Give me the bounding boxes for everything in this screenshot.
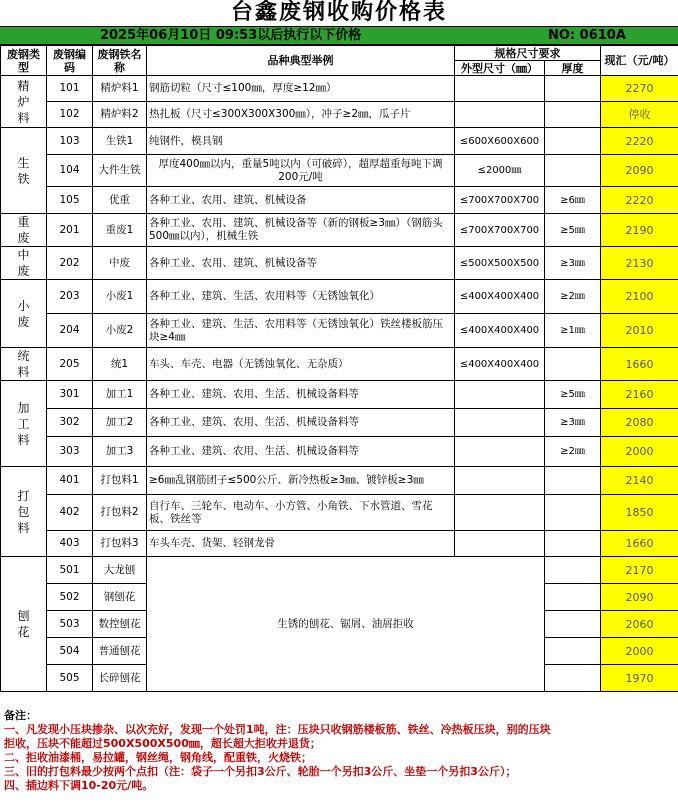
outer-size-cell [455, 381, 545, 409]
name-cell: 加工1 [93, 381, 147, 409]
shavings-example-cell: 生锈的刨花、锯屑、油屑拒收 [147, 557, 545, 692]
outer-size-cell [455, 102, 545, 128]
price-cell: 2270 [601, 76, 678, 102]
thickness-cell [545, 155, 601, 187]
code-cell: 501 [47, 557, 93, 584]
notes-section [0, 709, 678, 804]
code-cell: 104 [47, 155, 93, 187]
example-cell: 各种工业、农用、建筑、机械设备 [147, 187, 455, 214]
table-row [1, 102, 678, 128]
outer-size-cell: ≤500X500X500 [455, 247, 545, 280]
example-cell: 钢筋切粒（尺寸≤100㎜，厚度≥12㎜） [147, 76, 455, 102]
price-cell: 2080 [601, 409, 678, 437]
example-cell: 纯钢件，模具钢 [147, 128, 455, 155]
table-row [1, 76, 678, 102]
outer-size-cell: ≤400X400X400 [455, 314, 545, 348]
code-cell: 102 [47, 102, 93, 128]
thickness-cell: ≥2㎜ [545, 437, 601, 467]
name-cell: 重废1 [93, 214, 147, 247]
code-cell: 101 [47, 76, 93, 102]
code-cell: 502 [47, 584, 93, 611]
header-example: 品种典型举例 [147, 46, 455, 76]
outer-size-cell: ≤400X400X400 [455, 348, 545, 381]
price-cell: 2160 [601, 381, 678, 409]
thickness-cell [545, 611, 601, 638]
code-cell: 202 [47, 247, 93, 280]
date-bar [0, 26, 678, 45]
outer-size-cell [455, 467, 545, 495]
table-row [1, 467, 678, 495]
outer-size-cell [455, 495, 545, 531]
thickness-cell [545, 665, 601, 692]
outer-size-cell: ≤600X600X600 [455, 128, 545, 155]
code-cell: 103 [47, 128, 93, 155]
table-row [1, 187, 678, 214]
code-cell: 201 [47, 214, 93, 247]
thickness-cell [545, 638, 601, 665]
name-cell: 数控刨花 [93, 611, 147, 638]
header-code: 废钢编码 [47, 46, 93, 76]
code-cell: 203 [47, 280, 93, 314]
table-row [1, 314, 678, 348]
price-cell: 2170 [601, 557, 678, 584]
table-row [1, 381, 678, 409]
thickness-cell: ≥1㎜ [545, 314, 601, 348]
table-row [1, 155, 678, 187]
page-title: 台鑫废钢收购价格表 [230, 0, 447, 25]
price-cell: 1660 [601, 531, 678, 557]
outer-size-cell: ≤700X700X700 [455, 214, 545, 247]
thickness-cell [545, 76, 601, 102]
name-cell: 打包料1 [93, 467, 147, 495]
effective-date-text: 2025年06月10日 09:53以后执行以下价格 [100, 28, 362, 43]
example-cell: 热扎板（尺寸≤300X300X300㎜），冲子≥2㎜，瓜子片 [147, 102, 455, 128]
example-cell: 自行车、三轮车、电动车、小方管、小角铁、下水管道、雪花板、铁丝等 [147, 495, 455, 531]
table-row [1, 495, 678, 531]
name-cell: 钢刨花 [93, 584, 147, 611]
header-row-1 [1, 46, 678, 61]
name-cell: 精炉料2 [93, 102, 147, 128]
header-spec: 规格尺寸要求 [455, 46, 601, 61]
header-outer-size: 外型尺寸（㎜） [455, 61, 545, 76]
category-cell: 刨花 [1, 557, 47, 692]
price-table [0, 45, 678, 692]
price-cell: 停收 [601, 102, 678, 128]
thickness-cell [545, 467, 601, 495]
code-cell: 105 [47, 187, 93, 214]
category-cell: 重废 [1, 214, 47, 247]
name-cell: 中废 [93, 247, 147, 280]
thickness-cell: ≥5㎜ [545, 214, 601, 247]
price-cell: 2190 [601, 214, 678, 247]
code-cell: 303 [47, 437, 93, 467]
table-row [1, 409, 678, 437]
name-cell: 大龙刨 [93, 557, 147, 584]
code-cell: 402 [47, 495, 93, 531]
price-cell: 1970 [601, 665, 678, 692]
price-cell: 2060 [601, 611, 678, 638]
name-cell: 打包料2 [93, 495, 147, 531]
example-cell: 车头车壳、货架、轻钢龙骨 [147, 531, 455, 557]
note-line: 一、凡发现小压块掺杂、以次充好，发现一个处罚1吨，注：压块只收钢筋楼板筋、铁丝、冷热板压块，别的压块 [4, 723, 551, 736]
category-cell: 中废 [1, 247, 47, 280]
table-row [1, 247, 678, 280]
price-cell: 1850 [601, 495, 678, 531]
example-cell: 各种工业、农用、建筑、机械设备等 [147, 247, 455, 280]
table-row [1, 557, 678, 584]
outer-size-cell: ≤2000㎜ [455, 155, 545, 187]
table-row [1, 348, 678, 381]
outer-size-cell: ≤700X700X700 [455, 187, 545, 214]
name-cell: 小废1 [93, 280, 147, 314]
note-line: 拒收，压块不能超过500X500X500㎜，超长超大拒收并退货； [4, 737, 321, 750]
thickness-cell: ≥6㎜ [545, 187, 601, 214]
price-cell: 2130 [601, 247, 678, 280]
category-cell: 精炉料 [1, 76, 47, 128]
thickness-cell [545, 557, 601, 584]
thickness-cell [545, 102, 601, 128]
name-cell: 小废2 [93, 314, 147, 348]
note-line: 三、旧的打包料最少按两个点扣（注：袋子一个另扣3公斤、轮胎一个另扣3公斤、坐垫一个另扣3公斤）； [4, 765, 517, 778]
price-cell: 2000 [601, 638, 678, 665]
thickness-cell: ≥2㎜ [545, 280, 601, 314]
outer-size-cell [455, 437, 545, 467]
code-cell: 302 [47, 409, 93, 437]
name-cell: 长碎刨花 [93, 665, 147, 692]
thickness-cell [545, 348, 601, 381]
example-cell: 各种工业、建筑、生活、农用料等（无锈蚀氧化） [147, 280, 455, 314]
outer-size-cell [455, 531, 545, 557]
name-cell: 优重 [93, 187, 147, 214]
price-cell: 2090 [601, 155, 678, 187]
category-cell: 生铁 [1, 128, 47, 214]
header-thickness: 厚度 [545, 61, 601, 76]
price-cell: 2140 [601, 467, 678, 495]
price-cell: 2220 [601, 128, 678, 155]
price-cell: 2090 [601, 584, 678, 611]
price-cell: 2220 [601, 187, 678, 214]
example-cell: ≥6㎜乱钢筋团子≤500公斤、新冷热板≥3㎜、镀锌板≥3㎜ [147, 467, 455, 495]
thickness-cell [545, 584, 601, 611]
example-cell: 厚度400㎜以内，重量5吨以内（可破碎），超厚超重每吨下调200元/吨 [147, 155, 455, 187]
code-cell: 204 [47, 314, 93, 348]
name-cell: 加工3 [93, 437, 147, 467]
code-cell: 504 [47, 638, 93, 665]
example-cell: 各种工业、建筑、农用、生活、机械设备料等 [147, 437, 455, 467]
example-cell: 各种工业、农用、建筑、机械设备等（新的钢板≥3㎜）（钢筋头500㎜以内），机械生铁 [147, 214, 455, 247]
code-cell: 301 [47, 381, 93, 409]
thickness-cell [545, 128, 601, 155]
name-cell: 统1 [93, 348, 147, 381]
example-cell: 各种工业、建筑、农用、生活、机械设备料等 [147, 409, 455, 437]
table-row [1, 128, 678, 155]
note-line: 二、拒收油漆桶，易拉罐，钢丝绳，钢角线，配重铁，火烧铁； [4, 751, 312, 764]
document-number: NO: 0610A [548, 28, 626, 43]
name-cell: 精炉料1 [93, 76, 147, 102]
table-row [1, 280, 678, 314]
table-row [1, 531, 678, 557]
example-cell: 各种工业、建筑、生活、农用料等（无锈蚀氧化）铁丝楼板筋压块≥4㎜ [147, 314, 455, 348]
thickness-cell: ≥3㎜ [545, 409, 601, 437]
code-cell: 205 [47, 348, 93, 381]
name-cell: 普通刨花 [93, 638, 147, 665]
header-type: 废钢类型 [1, 46, 47, 76]
thickness-cell [545, 531, 601, 557]
thickness-cell: ≥5㎜ [545, 381, 601, 409]
category-cell: 加工料 [1, 381, 47, 467]
category-cell: 小废 [1, 280, 47, 348]
example-cell: 各种工业、建筑、农用、生活、机械设备料等 [147, 381, 455, 409]
code-cell: 503 [47, 611, 93, 638]
code-cell: 401 [47, 467, 93, 495]
name-cell: 生铁1 [93, 128, 147, 155]
name-cell: 大件生铁 [93, 155, 147, 187]
name-cell: 加工2 [93, 409, 147, 437]
header-name: 废钢铁名称 [93, 46, 147, 76]
category-cell: 统料 [1, 348, 47, 381]
table-row [1, 437, 678, 467]
outer-size-cell [455, 76, 545, 102]
header-price: 现汇（元/吨） [601, 46, 678, 76]
price-cell: 2010 [601, 314, 678, 348]
price-cell: 2000 [601, 437, 678, 467]
price-cell: 2100 [601, 280, 678, 314]
code-cell: 403 [47, 531, 93, 557]
example-cell: 车头、车壳、电器（无锈蚀氧化、无杂质） [147, 348, 455, 381]
outer-size-cell: ≤400X400X400 [455, 280, 545, 314]
category-cell: 打包料 [1, 467, 47, 557]
outer-size-cell [455, 409, 545, 437]
notes-heading: 备注： [4, 709, 37, 722]
table-row [1, 214, 678, 247]
price-cell: 1660 [601, 348, 678, 381]
thickness-cell [545, 495, 601, 531]
note-line: 四、插边料下调10-20元/吨。 [4, 779, 154, 792]
code-cell: 505 [47, 665, 93, 692]
name-cell: 打包料3 [93, 531, 147, 557]
thickness-cell: ≥3㎜ [545, 247, 601, 280]
